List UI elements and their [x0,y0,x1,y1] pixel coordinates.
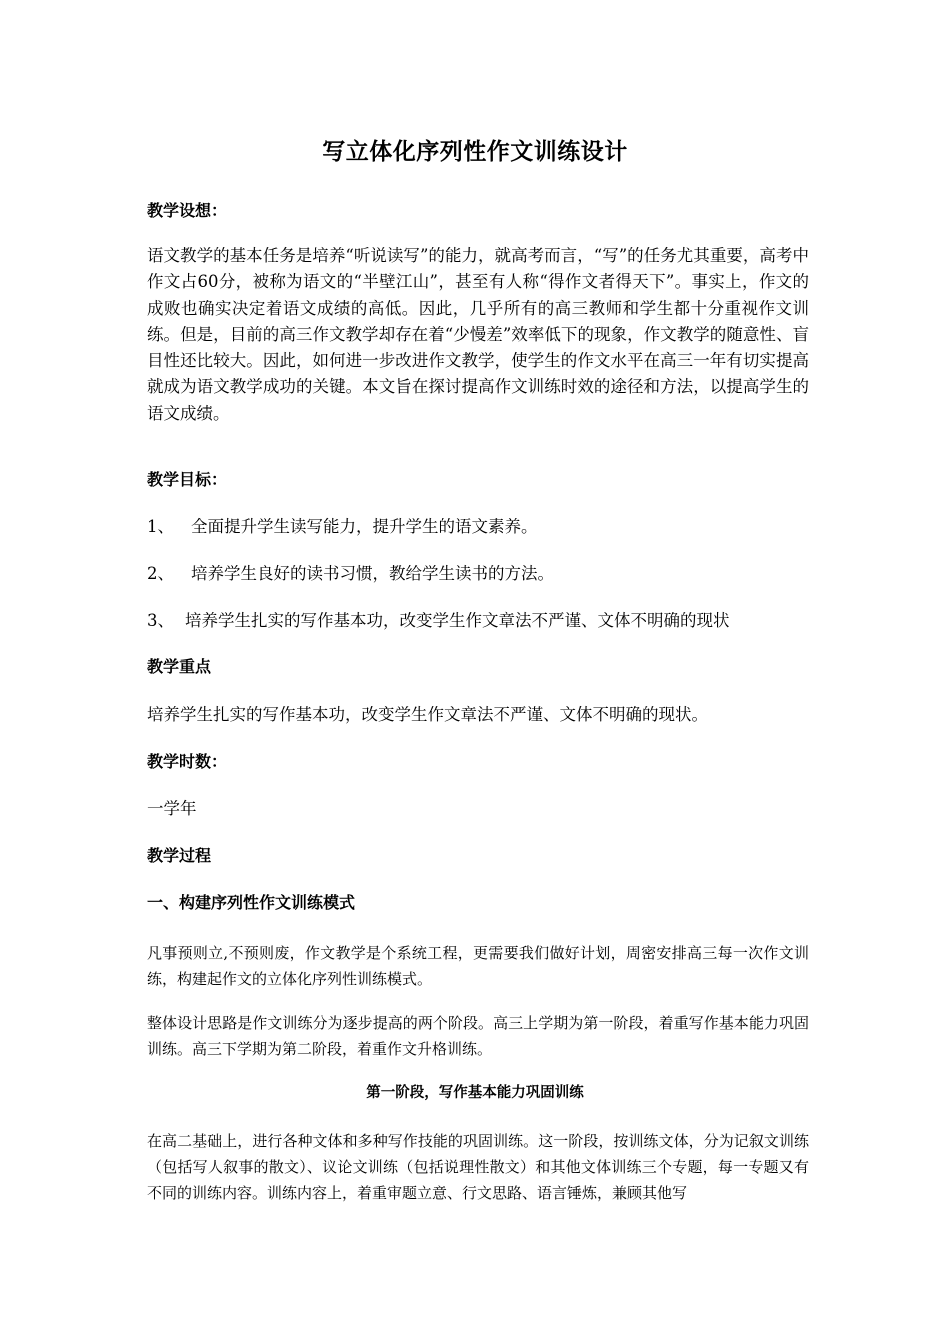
heading-teaching-goals: 教学目标： [147,470,228,489]
heading-teaching-process: 教学过程 [147,846,212,865]
goal-number: 2、 [147,564,174,583]
goal-text: 全面提升学生读写能力，提升学生的语文素养。 [191,517,538,536]
goal-number: 3、 [147,611,174,630]
paragraph-part-one-design: 整体设计思路是作文训练分为逐步提高的两个阶段。高三上学期为第一阶段，着重写作基本能力巩固训练。高三下学期为第二阶段，着重作文升格训练。 [147,1014,809,1058]
document-title: 写立体化序列性作文训练设计 [322,139,628,165]
paragraph-part-one-intro: 凡事预则立,不预则废，作文教学是个系统工程，更需要我们做好计划，周密安排高三每一次作文训练，构建起作文的立体化序列性训练模式。 [147,944,809,988]
goal-item [147,562,812,586]
paragraph-teaching-idea: 语文教学的基本任务是培养“听说读写”的能力，就高考而言，“写”的任务尤其重要，高考中作文占60分，被称为语文的“半壁江山”，甚至有人称“得作文者得天下”。事实上，作文的成败也确实决定着语文成绩的高低。因此，几乎所有的高三教师和学生都十分重视作文训练。但是，目前的高三作文教学却存在着“少慢差”效率低下的现象，作文教学的随意性、盲目性还比较大。因此，如何进一步改进作文教学，使学生的作文水平在高三一年有切实提高就成为语文教学成功的关键。本文旨在探讨提高作文训练时效的途径和方法，以提高学生的语文成绩。 [147,246,809,423]
heading-teaching-idea: 教学设想： [147,201,228,220]
paragraph-stage-one: 在高二基础上，进行各种文体和多种写作技能的巩固训练。这一阶段，按训练文体，分为记叙文训练（包括写人叙事的散文）、议论文训练（包括说理性散文）和其他文体训练三个专题，每一专题又有不同的训练内容。训练内容上，着重审题立意、行文思路、语言锤炼，兼顾其他写 [147,1132,809,1202]
goal-text: 培养学生扎实的写作基本功，改变学生作文章法不严谨、文体不明确的现状 [185,611,730,630]
goal-item [147,609,812,633]
heading-teaching-time: 教学时数： [147,752,228,771]
heading-stage-one: 第一阶段，写作基本能力巩固训练 [366,1085,584,1101]
goal-text: 培养学生良好的读书习惯，教给学生读书的方法。 [191,564,554,583]
paragraph-teaching-focus: 培养学生扎实的写作基本功，改变学生作文章法不严谨、文体不明确的现状。 [147,705,708,724]
heading-part-one: 一、构建序列性作文训练模式 [147,893,356,912]
goal-item [147,515,812,539]
heading-teaching-focus: 教学重点 [147,657,212,676]
goal-number: 1、 [147,517,174,536]
paragraph-teaching-time: 一学年 [147,799,197,818]
